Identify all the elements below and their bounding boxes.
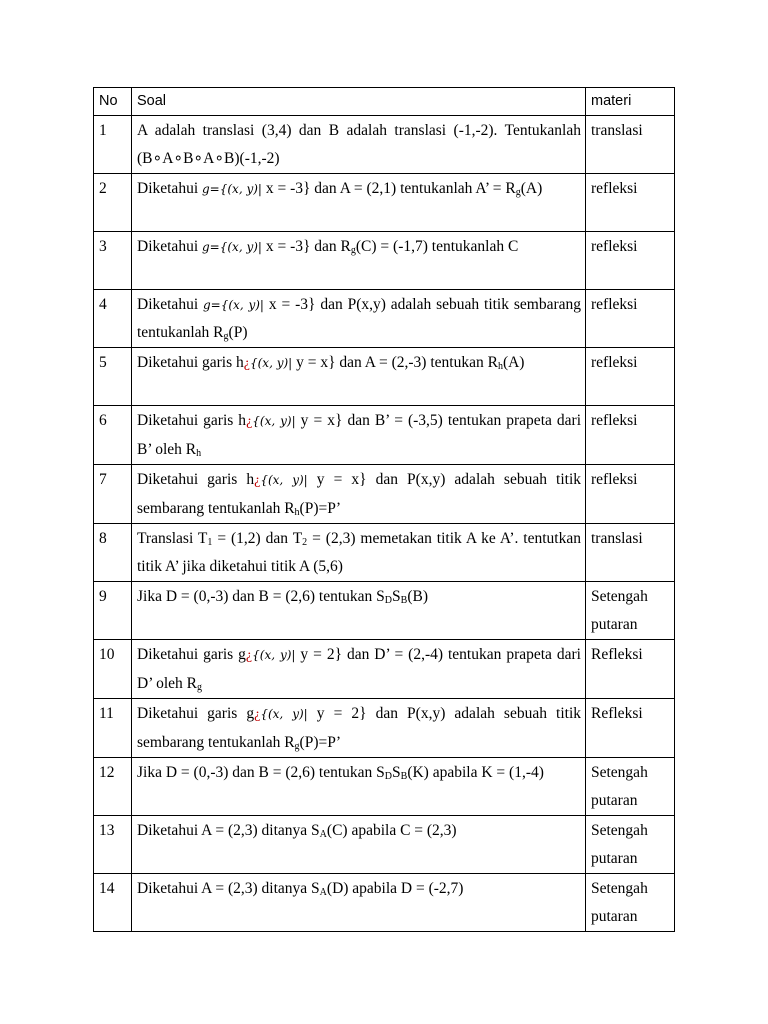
soal-text: (P) (228, 324, 248, 341)
table-row (94, 348, 675, 406)
set-notation: {(x, y)| (260, 707, 308, 721)
row-no: 1 (94, 116, 132, 174)
header-soal: Soal (132, 88, 586, 116)
subscript: B (400, 595, 408, 606)
row-soal (132, 406, 586, 465)
inverted-question-mark: ¿ (246, 414, 253, 429)
row-materi: refleksi (586, 232, 675, 290)
row-materi: refleksi (586, 290, 675, 348)
soal-text: S (392, 588, 401, 605)
row-soal (132, 874, 586, 932)
soal-text: S (392, 764, 401, 781)
row-soal (132, 524, 586, 582)
soal-text: Diketahui garis g (137, 646, 246, 663)
subscript: 2 (302, 537, 308, 548)
soal-text: = (2,3) memetakan titik A ke A’. tentutkan titik A’ jika diketahui titik A (5,6) (137, 530, 581, 575)
soal-text: Diketahui (137, 238, 202, 255)
table-row (94, 874, 675, 932)
soal-text: Diketahui A = (2,3) ditanya S (137, 880, 320, 897)
row-materi: refleksi (586, 174, 675, 232)
soal-text: A adalah translasi (3,4) dan B adalah translasi (-1,-2). Tentukanlah (B∘A∘B∘A∘B)(-1,-2) (137, 122, 581, 167)
soal-text: y = x} dan A = (2,-3) tentukan R (292, 354, 498, 371)
row-no: 13 (94, 816, 132, 874)
inverted-question-mark: ¿ (254, 473, 261, 488)
subscript: h (294, 507, 300, 518)
row-no: 3 (94, 232, 132, 290)
subscript: g (196, 682, 202, 693)
row-soal (132, 348, 586, 406)
soal-text: x = -3} dan P(x,y) adalah sebuah titik sembarang tentukanlah R (137, 296, 581, 341)
row-materi: translasi (586, 116, 675, 174)
table-row (94, 232, 675, 290)
row-no: 11 (94, 699, 132, 758)
row-no: 2 (94, 174, 132, 232)
soal-text: (P)=P’ (299, 500, 342, 517)
row-no: 14 (94, 874, 132, 932)
subscript: A (319, 887, 327, 898)
soal-text: Translasi T (137, 530, 208, 547)
soal-text: (K) apabila K = (1,-4) (407, 764, 544, 781)
subscript: D (384, 771, 393, 782)
inverted-question-mark: ¿ (245, 648, 253, 663)
soal-text: y = 2} dan P(x,y) adalah sebuah titik sembarang tentukanlah R (137, 705, 581, 751)
set-notation: g={(x, y)| (203, 298, 264, 312)
table-row (94, 406, 675, 465)
row-soal (132, 465, 586, 524)
subscript: g (294, 741, 300, 752)
row-no: 10 (94, 640, 132, 699)
set-notation: {(x, y)| (252, 648, 296, 662)
row-no: 12 (94, 758, 132, 816)
soal-text: Diketahui (137, 296, 203, 313)
soal-text: Diketahui garis h (137, 354, 244, 371)
soal-text: (B) (407, 588, 428, 605)
row-soal (132, 699, 586, 758)
set-notation: {(x, y)| (260, 473, 308, 487)
soal-text: = (1,2) dan T (212, 530, 303, 547)
soal-text: y = x} dan P(x,y) adalah sebuah titik sembarang tentukanlah R (137, 471, 581, 517)
row-materi: refleksi (586, 348, 675, 406)
subscript: h (497, 361, 503, 372)
set-notation: {(x, y)| (252, 414, 296, 428)
row-materi: Refleksi (586, 699, 675, 758)
row-soal (132, 582, 586, 640)
row-materi: Setengah putaran (586, 758, 675, 816)
subscript: g (223, 331, 229, 342)
row-materi: Setengah putaran (586, 816, 675, 874)
soal-text: Diketahui garis h (137, 412, 247, 429)
row-soal (132, 116, 586, 174)
soal-text: x = -3} dan R (261, 238, 351, 255)
subscript: g (515, 187, 521, 198)
table-row (94, 524, 675, 582)
row-no: 7 (94, 465, 132, 524)
soal-text: Diketahui (137, 180, 202, 197)
table-row (94, 640, 675, 699)
set-notation: g={(x, y)| (202, 182, 262, 196)
soal-text: (D) apabila D = (-2,7) (326, 880, 464, 897)
subscript: B (400, 771, 408, 782)
row-materi: Setengah putaran (586, 874, 675, 932)
row-no: 5 (94, 348, 132, 406)
soal-text: x = -3} dan A = (2,1) tentukanlah A’ = R (261, 180, 516, 197)
soal-text: y = x} dan B’ = (-3,5) tentukan prapeta dari B’ oleh R (137, 412, 581, 458)
soal-text: (A) (520, 180, 543, 197)
soal-text: Jika D = (0,-3) dan B = (2,6) tentukan S (137, 588, 385, 605)
soal-text: (C) = (-1,7) tentukanlah C (355, 238, 519, 255)
table-row (94, 758, 675, 816)
table-row (94, 699, 675, 758)
subscript: h (196, 448, 202, 459)
soal-text: Diketahui garis g (137, 705, 255, 722)
row-materi: Setengah putaran (586, 582, 675, 640)
inverted-question-mark: ¿ (254, 707, 261, 722)
soal-text: Diketahui garis h (137, 471, 255, 488)
table-row (94, 465, 675, 524)
table-row (94, 116, 675, 174)
row-no: 4 (94, 290, 132, 348)
header-materi: materi (586, 88, 675, 116)
row-no: 8 (94, 524, 132, 582)
set-notation: {(x, y)| (249, 356, 293, 370)
row-materi: refleksi (586, 406, 675, 465)
soal-text: (A) (502, 354, 525, 371)
row-materi: Refleksi (586, 640, 675, 699)
header-no: No (94, 88, 132, 116)
inverted-question-mark: ¿ (243, 356, 250, 371)
row-no: 6 (94, 406, 132, 465)
row-soal (132, 640, 586, 699)
row-materi: translasi (586, 524, 675, 582)
table-row (94, 816, 675, 874)
subscript: g (350, 245, 356, 256)
row-no: 9 (94, 582, 132, 640)
subscript: A (319, 829, 327, 840)
soal-text: Diketahui A = (2,3) ditanya S (137, 822, 320, 839)
row-soal (132, 232, 586, 290)
subscript: D (384, 595, 393, 606)
soal-text: Jika D = (0,-3) dan B = (2,6) tentukan S (137, 764, 385, 781)
row-soal (132, 758, 586, 816)
table-row (94, 290, 675, 348)
table-header-row (94, 88, 675, 116)
soal-text: (P)=P’ (299, 734, 342, 751)
row-soal (132, 290, 586, 348)
row-materi: refleksi (586, 465, 675, 524)
soal-text: (C) apabila C = (2,3) (326, 822, 457, 839)
table-row (94, 174, 675, 232)
question-table (93, 87, 675, 932)
row-soal (132, 174, 586, 232)
table-row (94, 582, 675, 640)
row-soal (132, 816, 586, 874)
set-notation: g={(x, y)| (202, 240, 262, 254)
subscript: 1 (207, 537, 213, 548)
soal-text: y = 2} dan D’ = (2,-4) tentukan prapeta dari D’ oleh R (137, 646, 581, 692)
